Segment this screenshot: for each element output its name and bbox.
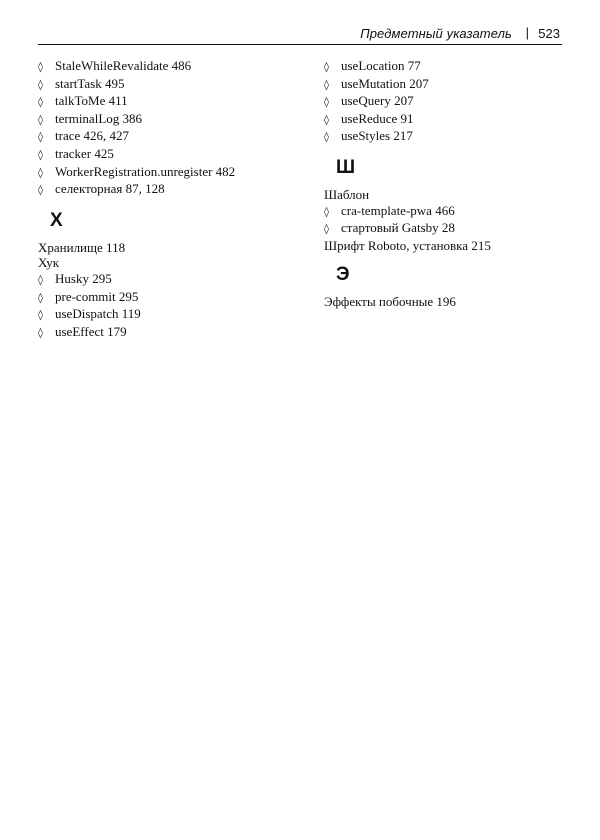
index-entry bbox=[38, 58, 288, 76]
section-letter-e: Э bbox=[336, 264, 350, 286]
index-entry bbox=[38, 289, 288, 307]
entry-text: trace 426, 427 bbox=[55, 128, 130, 144]
entry-text: useLocation 77 bbox=[341, 58, 421, 73]
running-title: Предметный указатель bbox=[360, 26, 512, 41]
diamond-bullet-icon: ◊ bbox=[324, 224, 329, 236]
entry-text: terminalLog 386 bbox=[55, 110, 143, 126]
index-entry bbox=[38, 128, 288, 146]
diamond-bullet-icon: ◊ bbox=[38, 327, 43, 339]
entry-text: startTask 495 bbox=[55, 75, 125, 91]
index-term: Шрифт Roboto, установка 215 bbox=[324, 237, 491, 253]
diamond-bullet-icon: ◊ bbox=[324, 206, 329, 218]
index-entry bbox=[324, 111, 564, 129]
diamond-bullet-icon: ◊ bbox=[38, 62, 43, 73]
index-entry bbox=[324, 93, 564, 111]
index-entry bbox=[324, 58, 564, 76]
entry-text: useStyles 217 bbox=[341, 128, 413, 144]
index-column-right bbox=[324, 58, 564, 310]
entry-text: WorkerRegistration.unregister 482 bbox=[55, 163, 236, 179]
entry-text: селекторная 87, 128 bbox=[55, 181, 165, 197]
index-entry bbox=[38, 164, 288, 182]
entry-text: StaleWhileRevalidate 486 bbox=[55, 58, 192, 73]
index-entry bbox=[38, 146, 288, 164]
entry-text: talkToMe 411 bbox=[55, 93, 128, 109]
diamond-bullet-icon: ◊ bbox=[324, 79, 329, 91]
index-entry bbox=[38, 271, 288, 289]
section-letter-sha: Ш bbox=[336, 156, 356, 178]
index-entry bbox=[38, 111, 288, 129]
diamond-bullet-icon: ◊ bbox=[38, 149, 43, 161]
index-entry bbox=[38, 324, 288, 342]
diamond-bullet-icon: ◊ bbox=[324, 62, 329, 73]
index-entry bbox=[324, 128, 564, 146]
diamond-bullet-icon: ◊ bbox=[38, 292, 43, 304]
diamond-bullet-icon: ◊ bbox=[38, 132, 43, 144]
entry-text: useQuery 207 bbox=[341, 93, 414, 109]
diamond-bullet-icon: ◊ bbox=[38, 97, 43, 109]
index-term: Эффекты побочные 196 bbox=[324, 294, 456, 310]
entry-text: стартовый Gatsby 28 bbox=[341, 220, 455, 236]
diamond-bullet-icon: ◊ bbox=[38, 185, 43, 197]
header-separator: | bbox=[525, 25, 529, 40]
entry-text: cra-template-pwa 466 bbox=[341, 202, 455, 218]
diamond-bullet-icon: ◊ bbox=[38, 274, 43, 286]
diamond-bullet-icon: ◊ bbox=[38, 114, 43, 126]
index-term: Шаблон bbox=[324, 186, 370, 202]
index-entry bbox=[38, 76, 288, 94]
section-letter-kha: Х bbox=[50, 209, 63, 231]
diamond-bullet-icon: ◊ bbox=[324, 132, 329, 144]
diamond-bullet-icon: ◊ bbox=[38, 167, 43, 179]
entry-text: Husky 295 bbox=[55, 270, 112, 286]
page-number: 523 bbox=[538, 26, 560, 41]
diamond-bullet-icon: ◊ bbox=[324, 97, 329, 109]
entry-text: pre-commit 295 bbox=[55, 288, 139, 304]
entry-text: useReduce 91 bbox=[341, 110, 414, 126]
entry-text: useEffect 179 bbox=[55, 323, 127, 339]
index-entry bbox=[38, 93, 288, 111]
index-entry bbox=[324, 76, 564, 94]
diamond-bullet-icon: ◊ bbox=[38, 79, 43, 91]
diamond-bullet-icon: ◊ bbox=[324, 114, 329, 126]
entry-text: useDispatch 119 bbox=[55, 306, 141, 322]
index-entry bbox=[324, 203, 564, 221]
entry-text: useMutation 207 bbox=[341, 75, 429, 91]
index-term: Хук bbox=[38, 255, 60, 271]
index-entry bbox=[38, 181, 288, 199]
page-header bbox=[38, 24, 562, 45]
index-entry bbox=[38, 306, 288, 324]
index-term: Хранилище 118 bbox=[38, 239, 126, 255]
entry-text: tracker 425 bbox=[55, 145, 114, 161]
index-entry bbox=[324, 220, 564, 238]
index-column-left bbox=[38, 58, 288, 341]
diamond-bullet-icon: ◊ bbox=[38, 310, 43, 322]
